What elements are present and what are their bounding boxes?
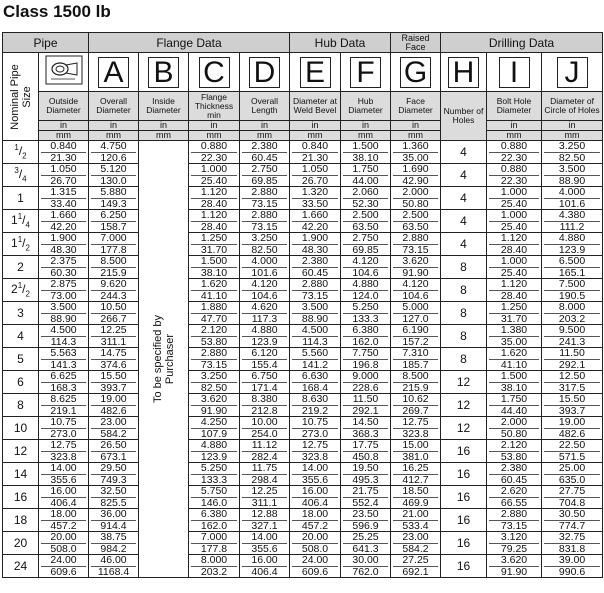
face-diameter: 5.000 127.0	[391, 302, 441, 325]
flange-thickness: 5.250 133.3	[189, 463, 240, 486]
bolt-hole-diameter: 1.120 28.40	[487, 279, 542, 302]
overall-diameter: 32.50 825.5	[89, 486, 139, 509]
face-diameter: 21.00 533.4	[391, 509, 441, 532]
overall-diameter: 8.500 215.9	[89, 256, 139, 279]
table-row	[3, 302, 603, 325]
hub-diameter: 14.50 368.3	[341, 417, 391, 440]
col-overall-length: Overall Length	[240, 92, 290, 121]
overall-diameter: 7.000 177.8	[89, 233, 139, 256]
nominal-size: 4	[3, 325, 39, 348]
number-of-holes: 8	[441, 256, 487, 279]
overall-length: 4.000 101.6	[240, 256, 290, 279]
number-of-holes: 16	[441, 440, 487, 463]
face-diameter: 1.690 42.90	[391, 164, 441, 187]
flange-thickness: 7.000 177.8	[189, 532, 240, 555]
bolt-hole-diameter: 1.750 44.40	[487, 394, 542, 417]
circle-of-holes-diameter: 8.000 203.2	[542, 302, 603, 325]
weld-bevel-diameter: 2.380 60.45	[290, 256, 341, 279]
face-diameter: 16.25 412.7	[391, 463, 441, 486]
bolt-hole-diameter: 3.620 91.90	[487, 555, 542, 578]
nominal-size: 2	[3, 256, 39, 279]
number-of-holes: 8	[441, 348, 487, 371]
overall-length: 4.120 104.6	[240, 279, 290, 302]
hub-diameter: 30.00 762.0	[341, 555, 391, 578]
outside-diameter: 1.315 33.40	[39, 187, 89, 210]
nominal-size: 16	[3, 486, 39, 509]
bolt-hole-diameter: 3.120 79.25	[487, 532, 542, 555]
face-diameter: 23.00 584.2	[391, 532, 441, 555]
outside-diameter: 8.625 219.1	[39, 394, 89, 417]
hub-diameter: 19.50 495.3	[341, 463, 391, 486]
face-diameter: 2.880 73.15	[391, 233, 441, 256]
col-face-diameter: Face Diameter	[391, 92, 441, 121]
letter-a: A	[98, 57, 129, 88]
weld-bevel-diameter: 4.500 114.3	[290, 325, 341, 348]
nominal-size: 3	[3, 302, 39, 325]
table-row	[3, 417, 603, 440]
overall-length: 11.75 298.4	[240, 463, 290, 486]
circle-of-holes-diameter: 39.00 990.6	[542, 555, 603, 578]
table-row	[3, 440, 603, 463]
number-of-holes: 4	[441, 164, 487, 187]
overall-length: 12.88 327.1	[240, 509, 290, 532]
table-row	[3, 486, 603, 509]
nominal-size: 5	[3, 348, 39, 371]
nominal-size: $2^1/_2$	[3, 279, 39, 302]
nominal-size: $^3/_4$	[3, 164, 39, 187]
unit-f: in mm	[341, 121, 391, 141]
weld-bevel-diameter: 20.00 508.0	[290, 532, 341, 555]
circle-of-holes-diameter: 19.00 482.6	[542, 417, 603, 440]
hub-diameter: 9.000 228.6	[341, 371, 391, 394]
flange-thickness: 8.000 203.2	[189, 555, 240, 578]
bolt-hole-diameter: 1.620 41.10	[487, 348, 542, 371]
flange-thickness: 2.880 73.15	[189, 348, 240, 371]
overall-length: 2.750 69.85	[240, 164, 290, 187]
nominal-size: $^1/_2$	[3, 141, 39, 164]
overall-length: 16.00 406.4	[240, 555, 290, 578]
letter-h: H	[448, 57, 479, 88]
overall-length: 8.380 212.8	[240, 394, 290, 417]
overall-diameter: 38.75 984.2	[89, 532, 139, 555]
bolt-hole-diameter: 1.380 35.00	[487, 325, 542, 348]
face-diameter: 7.310 185.7	[391, 348, 441, 371]
outside-diameter: 1.050 26.70	[39, 164, 89, 187]
flange-thickness: 3.620 91.90	[189, 394, 240, 417]
outside-diameter: 5.563 141.3	[39, 348, 89, 371]
hub-diameter: 2.060 52.30	[341, 187, 391, 210]
letter-j-cell	[542, 53, 603, 92]
flange-data-table	[2, 32, 603, 578]
table-row	[3, 187, 603, 210]
unit-i: in mm	[487, 121, 542, 141]
face-diameter: 1.360 35.00	[391, 141, 441, 164]
purchaser-note: To be specified by Purchaser	[151, 314, 176, 404]
outside-diameter: 1.900 48.30	[39, 233, 89, 256]
circle-of-holes-diameter: 4.380 111.2	[542, 210, 603, 233]
bolt-hole-diameter: 0.880 22.30	[487, 164, 542, 187]
outside-diameter: 3.500 88.90	[39, 302, 89, 325]
flange-thickness: 2.120 53.80	[189, 325, 240, 348]
bolt-hole-diameter: 1.250 31.70	[487, 302, 542, 325]
overall-diameter: 36.00 914.4	[89, 509, 139, 532]
bolt-hole-diameter: 1.000 25.40	[487, 256, 542, 279]
hub-diameter: 1.500 38.10	[341, 141, 391, 164]
letter-j: J	[557, 57, 588, 88]
number-of-holes: 16	[441, 486, 487, 509]
overall-length: 12.25 311.1	[240, 486, 290, 509]
table-row	[3, 279, 603, 302]
letter-d: D	[249, 57, 280, 88]
bolt-hole-diameter: 1.500 38.10	[487, 371, 542, 394]
nominal-size: 20	[3, 532, 39, 555]
col-number-of-holes: Number of Holes	[441, 92, 487, 141]
face-diameter: 2.000 50.80	[391, 187, 441, 210]
circle-of-holes-diameter: 3.250 82.50	[542, 141, 603, 164]
weld-bevel-diameter: 1.660 42.20	[290, 210, 341, 233]
number-of-holes: 4	[441, 233, 487, 256]
nominal-size: $1^1/_4$	[3, 210, 39, 233]
circle-of-holes-diameter: 3.500 88.90	[542, 164, 603, 187]
face-diameter: 3.620 91.90	[391, 256, 441, 279]
nominal-size: 6	[3, 371, 39, 394]
flange-thickness: 6.380 162.0	[189, 509, 240, 532]
overall-length: 4.880 123.9	[240, 325, 290, 348]
overall-diameter: 14.75 374.6	[89, 348, 139, 371]
col-weld-bevel-diameter: Diameter at Weld Bevel	[290, 92, 341, 121]
nominal-size: 8	[3, 394, 39, 417]
face-diameter: 6.190 157.2	[391, 325, 441, 348]
face-diameter: 12.75 323.8	[391, 417, 441, 440]
outside-diameter: 12.75 323.8	[39, 440, 89, 463]
number-of-holes: 12	[441, 371, 487, 394]
number-of-holes: 4	[441, 187, 487, 210]
table-row	[3, 141, 603, 164]
number-of-holes: 8	[441, 302, 487, 325]
bolt-hole-diameter: 1.000 25.40	[487, 210, 542, 233]
letter-d-cell	[240, 53, 290, 92]
outside-diameter: 20.00 508.0	[39, 532, 89, 555]
number-of-holes: 16	[441, 463, 487, 486]
unit-c: in mm	[189, 121, 240, 141]
outside-diameter: 24.00 609.6	[39, 555, 89, 578]
column-label-row	[3, 92, 603, 121]
unit-b: in mm	[89, 121, 139, 141]
overall-diameter: 46.00 1168.4	[89, 555, 139, 578]
face-diameter: 2.500 63.50	[391, 210, 441, 233]
circle-of-holes-diameter: 15.50 393.7	[542, 394, 603, 417]
flange-thickness: 1.620 41.10	[189, 279, 240, 302]
number-of-holes: 12	[441, 417, 487, 440]
unit-g: in mm	[391, 121, 441, 141]
nominal-size: 1	[3, 187, 39, 210]
table-row	[3, 233, 603, 256]
unit-inside: in mm	[139, 121, 189, 141]
page-title: Class 1500 lb	[3, 2, 111, 21]
overall-diameter: 15.50 393.7	[89, 371, 139, 394]
letter-a-cell	[89, 53, 139, 92]
hub-diameter: 25.25 641.3	[341, 532, 391, 555]
weld-bevel-diameter: 1.050 26.70	[290, 164, 341, 187]
weld-bevel-diameter: 6.630 168.4	[290, 371, 341, 394]
weld-bevel-diameter: 2.880 73.15	[290, 279, 341, 302]
outside-diameter: 6.625 168.3	[39, 371, 89, 394]
nominal-size: 12	[3, 440, 39, 463]
weld-bevel-diameter: 14.00 355.6	[290, 463, 341, 486]
overall-length: 4.620 117.3	[240, 302, 290, 325]
weld-bevel-diameter: 10.75 273.0	[290, 417, 341, 440]
weld-bevel-diameter: 1.900 48.30	[290, 233, 341, 256]
overall-length: 6.120 155.4	[240, 348, 290, 371]
circle-of-holes-diameter: 27.75 704.8	[542, 486, 603, 509]
face-diameter: 10.62 269.7	[391, 394, 441, 417]
weld-bevel-diameter: 16.00 406.4	[290, 486, 341, 509]
bolt-hole-diameter: 2.620 66.55	[487, 486, 542, 509]
hub-diameter: 2.750 69.85	[341, 233, 391, 256]
nominal-size: 18	[3, 509, 39, 532]
circle-of-holes-diameter: 9.500 241.3	[542, 325, 603, 348]
face-diameter: 18.50 469.9	[391, 486, 441, 509]
group-drilling: Drilling Data	[441, 33, 603, 53]
letter-h-cell	[441, 53, 487, 92]
overall-diameter: 10.50 266.7	[89, 302, 139, 325]
letter-f-cell	[341, 53, 391, 92]
unit-j: in mm	[542, 121, 603, 141]
group-pipe: Pipe	[3, 33, 89, 53]
bolt-hole-diameter: 2.120 53.80	[487, 440, 542, 463]
table-row	[3, 348, 603, 371]
table-row	[3, 325, 603, 348]
number-of-holes: 8	[441, 279, 487, 302]
number-of-holes: 16	[441, 509, 487, 532]
circle-of-holes-diameter: 4.880 123.9	[542, 233, 603, 256]
hub-diameter: 4.120 104.6	[341, 256, 391, 279]
letter-row	[3, 53, 603, 92]
table-row	[3, 371, 603, 394]
flange-thickness: 1.250 31.70	[189, 233, 240, 256]
letter-g: G	[400, 57, 431, 88]
weld-bevel-diameter: 1.320 33.50	[290, 187, 341, 210]
overall-length: 14.00 355.6	[240, 532, 290, 555]
letter-c: C	[199, 57, 230, 88]
overall-diameter: 6.250 158.7	[89, 210, 139, 233]
flange-thickness: 5.750 146.0	[189, 486, 240, 509]
outside-diameter: 4.500 114.3	[39, 325, 89, 348]
hub-diameter: 6.380 162.0	[341, 325, 391, 348]
weld-bevel-diameter: 18.00 457.2	[290, 509, 341, 532]
letter-i: I	[499, 57, 530, 88]
flange-thickness: 4.250 107.9	[189, 417, 240, 440]
letter-e: E	[300, 57, 331, 88]
bolt-hole-diameter: 2.880 73.15	[487, 509, 542, 532]
face-diameter: 15.00 381.0	[391, 440, 441, 463]
unit-e: in mm	[290, 121, 341, 141]
weld-bevel-diameter: 5.560 141.2	[290, 348, 341, 371]
overall-diameter: 5.880 149.3	[89, 187, 139, 210]
nominal-size: 10	[3, 417, 39, 440]
inside-diameter-note	[139, 141, 189, 578]
group-flange: Flange Data	[89, 33, 290, 53]
overall-diameter: 4.750 120.6	[89, 141, 139, 164]
overall-length: 6.750 171.4	[240, 371, 290, 394]
group-raised-face: Raised Face	[391, 33, 441, 53]
flange-thickness: 1.000 25.40	[189, 164, 240, 187]
flange-thickness: 4.880 123.9	[189, 440, 240, 463]
table-row	[3, 509, 603, 532]
hub-diameter: 5.250 133.3	[341, 302, 391, 325]
weld-bevel-diameter: 12.75 323.8	[290, 440, 341, 463]
nominal-size: $1^1/_2$	[3, 233, 39, 256]
number-of-holes: 16	[441, 532, 487, 555]
letter-b: B	[148, 57, 179, 88]
overall-length: 10.00 254.0	[240, 417, 290, 440]
bolt-hole-diameter: 2.000 50.80	[487, 417, 542, 440]
face-diameter: 27.25 692.1	[391, 555, 441, 578]
table-row	[3, 463, 603, 486]
unit-row	[3, 121, 603, 141]
outside-diameter: 18.00 457.2	[39, 509, 89, 532]
col-circle-of-holes-diameter: Diameter of Circle of Holes	[542, 92, 603, 121]
unit-a: in mm	[39, 121, 89, 141]
nominal-pipe-size-header	[3, 53, 39, 141]
circle-of-holes-diameter: 7.500 190.5	[542, 279, 603, 302]
group-hub: Hub Data	[290, 33, 391, 53]
circle-of-holes-diameter: 25.00 635.0	[542, 463, 603, 486]
flange-thickness: 1.880 47.70	[189, 302, 240, 325]
number-of-holes: 12	[441, 394, 487, 417]
table-row	[3, 210, 603, 233]
outside-diameter: 1.660 42.20	[39, 210, 89, 233]
number-of-holes: 4	[441, 141, 487, 164]
face-diameter: 4.120 104.6	[391, 279, 441, 302]
circle-of-holes-diameter: 22.50 571.5	[542, 440, 603, 463]
nominal-size: 14	[3, 463, 39, 486]
weld-bevel-diameter: 3.500 88.90	[290, 302, 341, 325]
bolt-hole-diameter: 1.120 28.40	[487, 233, 542, 256]
overall-diameter: 12.25 311.1	[89, 325, 139, 348]
letter-b-cell	[139, 53, 189, 92]
weld-bevel-diameter: 0.840 21.30	[290, 141, 341, 164]
overall-diameter: 19.00 482.6	[89, 394, 139, 417]
hub-diameter: 2.500 63.50	[341, 210, 391, 233]
weld-bevel-diameter: 8.630 219.2	[290, 394, 341, 417]
letter-i-cell	[487, 53, 542, 92]
col-inside-diameter: Inside Diameter	[139, 92, 189, 121]
hub-diameter: 11.50 292.1	[341, 394, 391, 417]
nominal-size: 24	[3, 555, 39, 578]
pipe-diagram-icon	[39, 53, 89, 92]
letter-f: F	[350, 57, 381, 88]
col-outside-diameter: Outside Diameter	[39, 92, 89, 121]
overall-diameter: 23.00 584.2	[89, 417, 139, 440]
number-of-holes: 8	[441, 325, 487, 348]
flange-thickness: 0.880 22.30	[189, 141, 240, 164]
overall-length: 11.12 282.4	[240, 440, 290, 463]
col-overall-diameter: Overall Diameter	[89, 92, 139, 121]
bolt-hole-diameter: 1.000 25.40	[487, 187, 542, 210]
hub-diameter: 1.750 44.00	[341, 164, 391, 187]
table-body	[3, 141, 603, 578]
overall-diameter: 5.120 130.0	[89, 164, 139, 187]
circle-of-holes-diameter: 6.500 165.1	[542, 256, 603, 279]
overall-length: 2.880 73.15	[240, 187, 290, 210]
overall-length: 3.250 82.50	[240, 233, 290, 256]
col-hub-diameter: Hub Diameter	[341, 92, 391, 121]
outside-diameter: 14.00 355.6	[39, 463, 89, 486]
group-header-row	[3, 33, 603, 53]
overall-length: 2.380 60.45	[240, 141, 290, 164]
flange-thickness: 1.120 28.40	[189, 187, 240, 210]
circle-of-holes-diameter: 30.50 774.7	[542, 509, 603, 532]
col-bolt-hole-diameter: Bolt Hole Diameter	[487, 92, 542, 121]
flange-thickness: 1.120 28.40	[189, 210, 240, 233]
table-row	[3, 256, 603, 279]
circle-of-holes-diameter: 32.75 831.8	[542, 532, 603, 555]
number-of-holes: 4	[441, 210, 487, 233]
table-row	[3, 532, 603, 555]
letter-g-cell	[391, 53, 441, 92]
table-row	[3, 164, 603, 187]
flange-thickness: 1.500 38.10	[189, 256, 240, 279]
overall-diameter: 29.50 749.3	[89, 463, 139, 486]
nominal-pipe-size-label: Nominal Pipe Size	[8, 63, 33, 130]
unit-d: in mm	[240, 121, 290, 141]
bolt-hole-diameter: 2.380 60.45	[487, 463, 542, 486]
hub-diameter: 23.50 596.9	[341, 509, 391, 532]
outside-diameter: 2.875 73.00	[39, 279, 89, 302]
outside-diameter: 2.375 60.30	[39, 256, 89, 279]
letter-e-cell	[290, 53, 341, 92]
face-diameter: 8.500 215.9	[391, 371, 441, 394]
circle-of-holes-diameter: 11.50 292.1	[542, 348, 603, 371]
hub-diameter: 17.75 450.8	[341, 440, 391, 463]
number-of-holes: 16	[441, 555, 487, 578]
hub-diameter: 21.75 552.4	[341, 486, 391, 509]
hub-diameter: 4.880 124.0	[341, 279, 391, 302]
outside-diameter: 16.00 406.4	[39, 486, 89, 509]
weld-bevel-diameter: 24.00 609.6	[290, 555, 341, 578]
col-flange-thickness: Flange Thickness min	[189, 92, 240, 121]
letter-c-cell	[189, 53, 240, 92]
circle-of-holes-diameter: 4.000 101.6	[542, 187, 603, 210]
circle-of-holes-diameter: 12.50 317.5	[542, 371, 603, 394]
overall-length: 2.880 73.15	[240, 210, 290, 233]
overall-diameter: 26.50 673.1	[89, 440, 139, 463]
outside-diameter: 0.840 21.30	[39, 141, 89, 164]
flange-thickness: 3.250 82.50	[189, 371, 240, 394]
table-row	[3, 394, 603, 417]
bolt-hole-diameter: 0.880 22.30	[487, 141, 542, 164]
outside-diameter: 10.75 273.0	[39, 417, 89, 440]
hub-diameter: 7.750 196.8	[341, 348, 391, 371]
table-row	[3, 555, 603, 578]
overall-diameter: 9.620 244.3	[89, 279, 139, 302]
